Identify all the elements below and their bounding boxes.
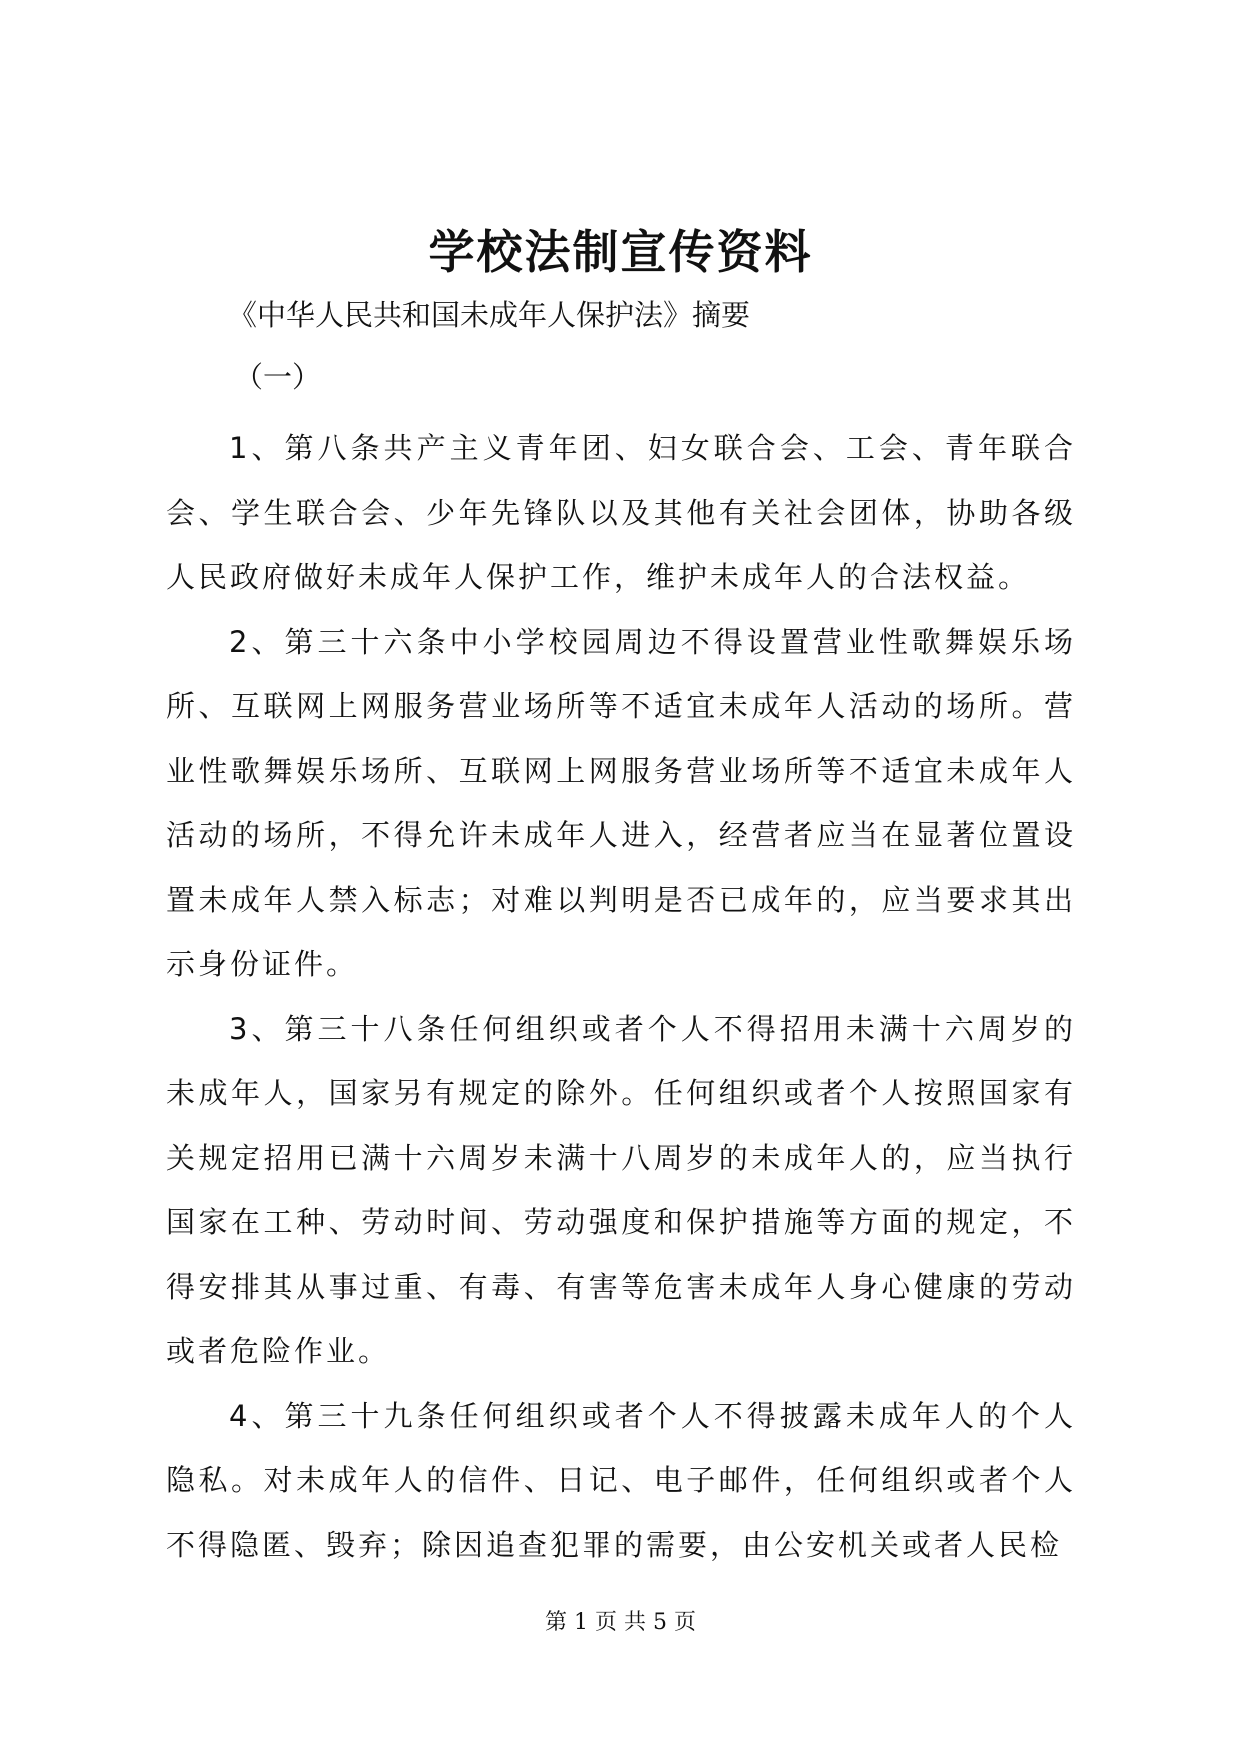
paragraph: 1、第八条共产主义青年团、妇女联合会、工会、青年联合会、学生联合会、少年先锋队以及其他有关社会团体，协助各级人民政府做好未成年人保护工作，维护未成年人的合法权益。 <box>166 431 1076 594</box>
paragraph: 3、第三十八条任何组织或者个人不得招用未满十六周岁的未成年人，国家另有规定的除外。任何组织或者个人按照国家有关规定招用已满十六周岁未满十八周岁的未成年人的，应当执行国家在工种、劳动时间、劳动强度和保护措施等方面的规定，不得安排其从事过重、有毒、有害等危害未成年人身心健康的劳动或者危险作业。 <box>166 1011 1076 1368</box>
page-footer: 第 1 页 共 5 页 <box>545 1610 696 1635</box>
document-subtitle: 《中华人民共和国未成年人保护法》摘要 <box>228 298 751 332</box>
document-body <box>166 416 1076 1577</box>
paragraph: 4、第三十九条任何组织或者个人不得披露未成年人的个人隐私。对未成年人的信件、日记、电子邮件，任何组织或者个人不得隐匿、毁弃；除因追查犯罪的需要，由公安机关或者人民检 <box>166 1398 1076 1562</box>
paragraph: 2、第三十六条中小学校园周边不得设置营业性歌舞娱乐场所、互联网上网服务营业场所等不适宜未成年人活动的场所。营业性歌舞娱乐场所、互联网上网服务营业场所等不适宜未成年人活动的场所，不得允许未成年人进入，经营者应当在显著位置设置未成年人禁入标志；对难以判明是否已成年的，应当要求其出示身份证件。 <box>166 624 1076 981</box>
section-label: （一） <box>234 360 322 394</box>
document-title: 学校法制宣传资料 <box>428 225 813 279</box>
